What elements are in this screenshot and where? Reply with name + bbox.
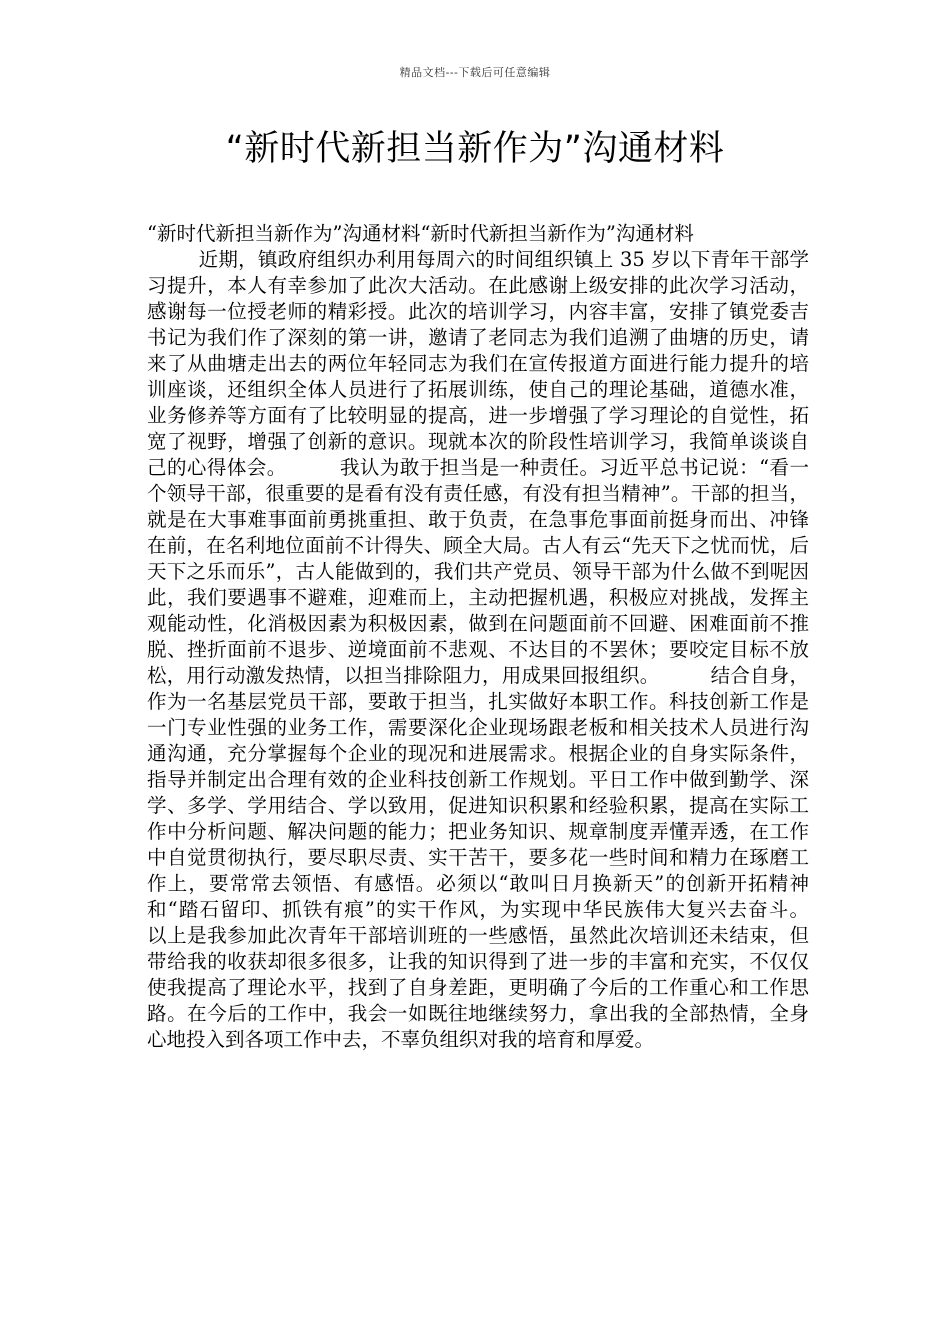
- page-header-note: 精品文档---下载后可任意编辑: [399, 66, 551, 79]
- main-paragraph: 近期，镇政府组织办利用每周六的时间组织镇上 35 岁以下青年干部学习提升，本人有幸参加了此次大活动。在此感谢上级安排的此次学习活动，感谢每一位授老师的精彩授。此次的培训学习，内容丰富，安排了镇党委吉书记为我们作了深刻的第一讲，邀请了老同志为我们追溯了曲塘的历史，请来了从曲塘走出去的两位年轻同志为我们在宣传报道方面进行能力提升的培训座谈，还组织全体人员进行了拓展训练，使自己的理论基础，道德水准，业务修养等方面有了比较明显的提高，进一步增强了学习理论的自觉性，拓宽了视野，增强了创新的意识。现就本次的阶段性培训学习，我简单谈谈自己的心得体会。 我认为敢于担当是一种责任。习近平总书记说：“看一个领导干部，很重要的是看有没有责任感，有没有担当精神”。干部的担当，就是在大事难事面前勇挑重担、敢于负责，在急事危事面前挺身而出、冲锋在前，在名利地位面前不计得失、顾全大局。古人有云“先天下之忧而忧，后天下之乐而乐”，古人能做到的，我们共产党员、领导干部为什么做不到呢因此，我们要遇事不避难，迎难而上，主动把握机遇，积极应对挑战，发挥主观能动性，化消极因素为积极因素，做到在问题面前不回避、困难面前不推脱、挫折面前不退步、逆境面前不悲观、不达目的不罢休；要咬定目标不放松，用行动激发热情，以担当排除阻力，用成果回报组织。 结合自身，作为一名基层党员干部，要敢于担当，扎实做好本职工作。科技创新工作是一门专业性强的业务工作，需要深化企业现场跟老板和相关技术人员进行沟通沟通，充分掌握每个企业的现况和进展需求。根据企业的自身实际条件，指导并制定出合理有效的企业科技创新工作规划。平日工作中做到勤学、深学、多学、学用结合、学以致用，促进知识积累和经验积累，提高在实际工作中分析问题、解决问题的能力；把业务知识、规章制度弄懂弄透，在工作中自觉贯彻执行，要尽职尽责、实干苦干，要多花一些时间和精力在琢磨工作上，要常常去领悟、有感悟。必须以“敢叫日月换新天”的创新开拓精神和“踏石留印、抓铁有痕”的实干作风，为实现中华民族伟大复兴去奋斗。 以上是我参加此次青年干部培训班的一些感悟，虽然此次培训还未结束，但带给我的收获却很多很多，让我的知识得到了进一步的丰富和充实，不仅仅使我提高了理论水平，找到了自身差距，更明确了今后的工作重心和工作思路。在今后的工作中，我会一如既往地继续努力，拿出我的全部热情，全身心地投入到各项工作中去，不辜负组织对我的培育和厚爱。: [147, 248, 859, 1051]
- lead-paragraph: “新时代新担当新作为”沟通材料“新时代新担当新作为”沟通材料: [147, 222, 694, 245]
- document-title: “新时代新担当新作为”沟通材料: [225, 129, 725, 169]
- document-body: [147, 221, 859, 1053]
